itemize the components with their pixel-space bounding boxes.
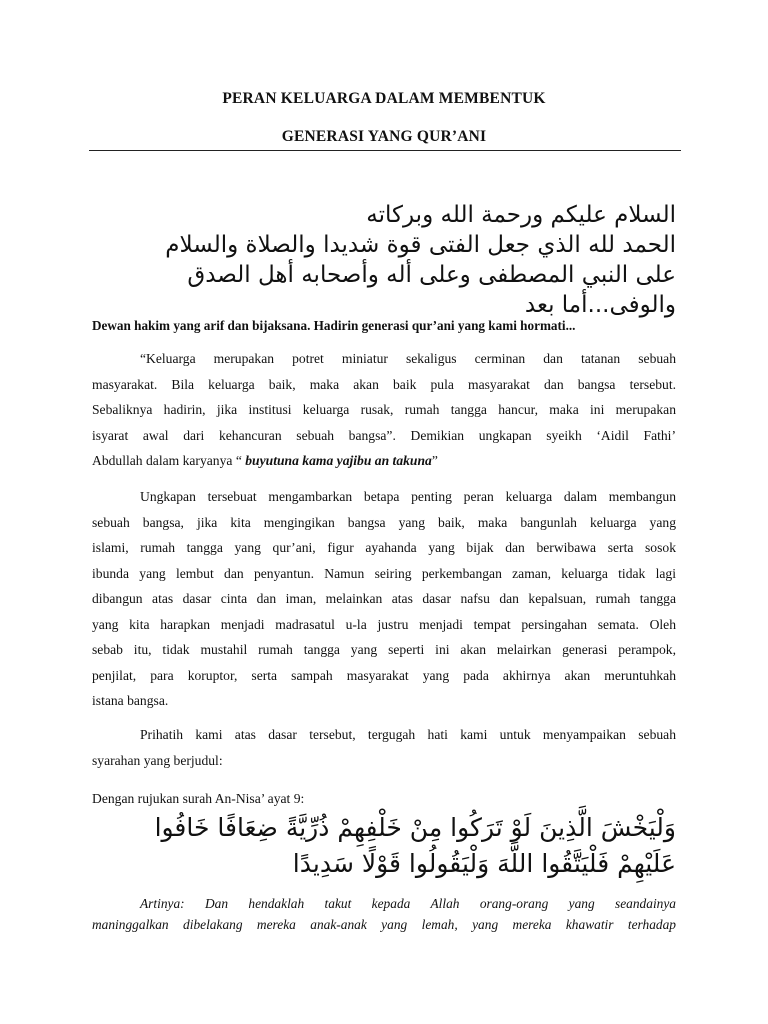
paragraph-2 — [92, 484, 676, 714]
paragraph-line: Prihatih kami atas dasar tersebut, tergugah hati kami untuk menyampaikan sebuah — [140, 727, 676, 742]
paragraph-line: masyarakat. Bila keluarga baik, maka akan baik pula masyarakat dan bangsa tersebut. — [92, 376, 676, 392]
paragraph-line: istana bangsa. — [92, 693, 169, 708]
title-line-1: PERAN KELUARGA DALAM MEMBENTUK — [222, 90, 546, 107]
paragraph-line: Sebaliknya hadirin, jika institusi keluarga rusak, rumah tangga hancur, maka ini merupakan — [92, 402, 676, 417]
paragraph-1 — [92, 346, 676, 474]
paragraph-line: “Keluarga merupakan potret miniatur sekaligus cerminan dan tatanan sebuah — [140, 351, 676, 366]
paragraph-text: ” — [431, 453, 438, 468]
arabic-opening — [92, 200, 676, 320]
paragraph-text: Abdullah dalam karyanya “ — [92, 453, 246, 468]
paragraph-line: yang kita harapkan menjadi madrasatul u-la justru menjadi tempat persingahan semata. Oleh — [92, 616, 676, 632]
title-line-2: GENERASI YANG QUR’ANI — [281, 128, 487, 145]
translation-line: Artinya: Dan hendaklah takut kepada Allah orang-orang yang seandainya — [140, 896, 676, 911]
arabic-opening-line: على النبي المصطفى وعلى أله وأصحابه أهل الصدق — [187, 262, 676, 288]
paragraph-line: Ungkapan tersebuat mengambarkan betapa penting peran keluarga dalam membangun — [140, 489, 676, 504]
arabic-opening-line: السلام عليكم ورحمة الله وبركاته — [366, 202, 676, 228]
reference-paragraph — [92, 786, 676, 812]
paragraph-line: sebuah bangsa, jika kita mengingikan bangsa yang baik, maka bangunlah keluarga yang — [92, 514, 676, 530]
paragraph-line: dibangun atas dasar cinta dan iman, melainkan atas dasar nafsu dan kepalsuan, rumah tangga — [92, 591, 676, 606]
paragraph-3 — [92, 722, 676, 773]
paragraph-line: islami, rumah tangga yang qur’ani, figur ayahanda yang bijak dan berwibawa serta sosok — [92, 540, 676, 555]
arabic-opening-line: الحمد لله الذي جعل الفتى قوة شديدا والصلاة والسلام — [165, 232, 676, 258]
salutation: Dewan hakim yang arif dan bijaksana. Hadirin generasi qur’ani yang kami hormati... — [92, 318, 576, 333]
paragraph-line: ibunda yang lembut dan penyantun. Namun seiring perkembangan zaman, keluarga tidak lagi — [92, 565, 676, 581]
paragraph-line-with-emphasis — [92, 448, 676, 474]
paragraph-line: sebab itu, tidak mustahil rumah tangga yang seperti ini akan melairkan generasi perampok, — [92, 642, 676, 657]
translation-line: maninggalkan dibelakang mereka anak-anak yang lemah, yang mereka khawatir terhadap — [92, 917, 676, 932]
quran-verse-line: عَلَيْهِمْ فَلْيَتَّقُوا اللَّهَ وَلْيَقُولُوا قَوْلًا سَدِيدًا — [292, 849, 676, 878]
paragraph-line: penjilat, para koruptor, serta sampah masyarakat yang pada akhirnya akan meruntuhkah — [92, 667, 676, 683]
paragraph-line: isyarat awal dari kehancuran sebuah bangsa”. Demikian ungkapan syeikh ‘Aidil Fathi’ — [92, 427, 676, 443]
verse-translation — [92, 893, 676, 935]
reference-line: Dengan rujukan surah An-Nisa’ ayat 9: — [92, 791, 305, 806]
quran-verse-line: وَلْيَخْشَ الَّذِينَ لَوْ تَرَكُوا مِنْ خَلْفِهِمْ ذُرِّيَّةً ضِعَافًا خَافُوا — [154, 813, 676, 842]
title-divider — [89, 150, 681, 151]
arabic-opening-line: والوفى...أما بعد — [524, 292, 676, 318]
paragraph-line: syarahan yang berjudul: — [92, 752, 223, 768]
quran-verse — [92, 810, 676, 882]
emphasis-text: buyutuna kama yajibu an takuna — [245, 453, 432, 468]
